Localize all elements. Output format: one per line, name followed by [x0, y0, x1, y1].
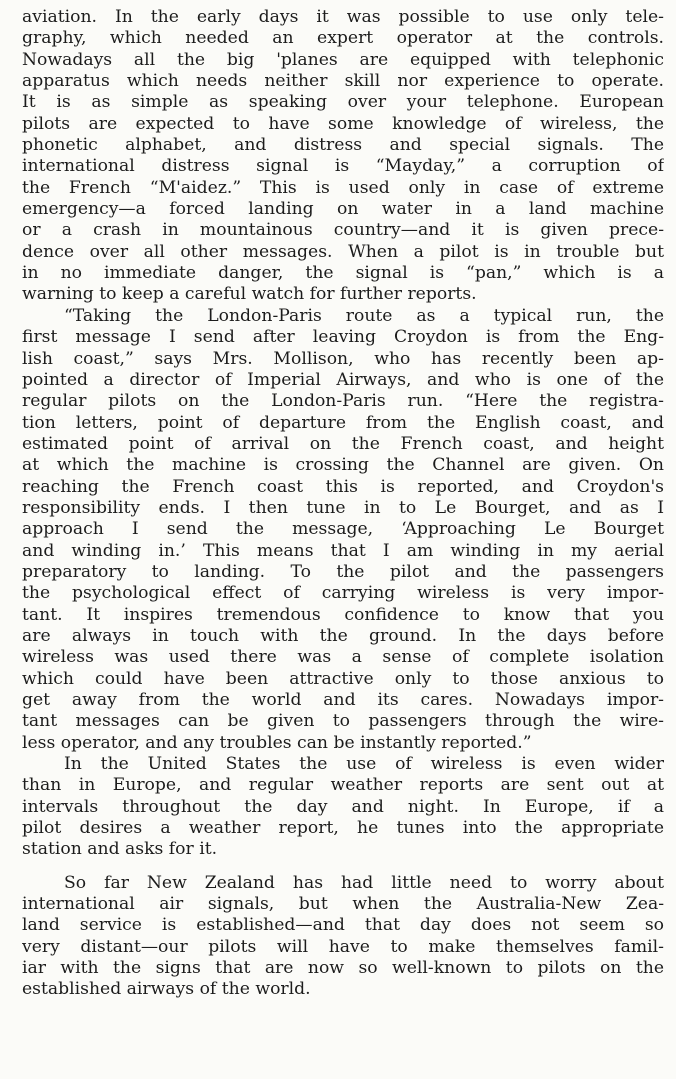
text-line: less operator, and any troubles can be instantly reported.”: [22, 732, 532, 753]
text-line: or a crash in mountainous country—and it is given prece-: [22, 220, 664, 241]
text-line: Nowadays all the big 'planes are equipped with telephonic: [22, 49, 664, 70]
text-line: apparatus which needs neither skill nor experience to operate.: [22, 71, 664, 92]
paragraph-united-states: [22, 754, 664, 861]
text-line: the psychological effect of carrying wireless is very impor-: [22, 583, 664, 604]
text-line: phonetic alphabet, and distress and special signals. The: [22, 135, 664, 156]
text-line: at which the machine is crossing the Channel are given. On: [22, 455, 664, 476]
text-line: get away from the world and its cares. Nowadays impor-: [22, 690, 664, 710]
text-line: emergency—a forced landing on water in a land machine: [22, 199, 664, 220]
text-line: graphy, which needed an expert operator at the controls.: [22, 28, 664, 49]
text-line: established airways of the world.: [22, 979, 311, 1000]
text-line: lish coast,” says Mrs. Mollison, who has recently been ap-: [22, 348, 664, 369]
text-line: preparatory to landing. To the pilot and the passengers: [22, 561, 664, 582]
text-line: estimated point of arrival on the French coast, and height: [22, 433, 664, 454]
text-line: intervals throughout the day and night. In Europe, if a: [22, 796, 664, 817]
text-line: tant. It inspires tremendous confidence to know that you: [22, 604, 664, 625]
article-text-column: [22, 7, 664, 1001]
text-line: warning to keep a careful watch for further reports.: [22, 284, 477, 305]
text-line: regular pilots on the London-Paris run. “Here the registra-: [22, 391, 664, 412]
text-line: and winding in.’ This means that I am winding in my aerial: [22, 540, 664, 561]
text-line: tant messages can be given to passengers through the wire-: [22, 711, 664, 732]
text-line: pilot desires a weather report, he tunes into the appropriate: [22, 818, 664, 839]
text-line: are always in touch with the ground. In the days before: [22, 625, 664, 646]
text-line: It is as simple as speaking over your telephone. European: [22, 92, 664, 113]
text-line: land service is established—and that day does not seem so: [22, 915, 664, 936]
text-line: tion letters, point of departure from the English coast, and: [22, 412, 664, 433]
text-line: international distress signal is “Mayday,” a corruption of: [22, 156, 664, 177]
text-line: in no immediate danger, the signal is “pan,” which is a: [22, 263, 664, 284]
text-line: responsibility ends. I then tune in to Le Bourget, and as I: [22, 497, 664, 518]
paragraph-mrs-mollison-quote: [22, 306, 664, 754]
text-line: very distant—our pilots will have to make themselves famil-: [22, 936, 664, 957]
text-line: wireless was used there was a sense of complete isolation: [22, 647, 664, 668]
text-line: international air signals, but when the Australia-New Zea-: [22, 894, 664, 915]
text-line: pilots are expected to have some knowledge of wireless, the: [22, 113, 664, 134]
text-line: first message I send after leaving Croydon is from the Eng-: [22, 327, 664, 348]
text-line: dence over all other messages. When a pilot is in trouble but: [22, 241, 664, 262]
text-line: aviation. In the early days it was possible to use only tele-: [22, 7, 664, 27]
text-line: pointed a director of Imperial Airways, and who is one of the: [22, 369, 664, 390]
text-line: the French “M'aidez.” This is used only in case of extreme: [22, 177, 664, 198]
text-line: “Taking the London-Paris route as a typical run, the: [64, 305, 664, 326]
text-line: than in Europe, and regular weather reports are sent out at: [22, 775, 664, 796]
text-line: So far New Zealand has had little need to worry about: [64, 872, 664, 893]
text-line: which could have been attractive only to those anxious to: [22, 668, 664, 689]
text-line: approach I send the message, ‘Approaching Le Bourget: [22, 519, 664, 540]
text-line: station and asks for it.: [22, 839, 218, 860]
text-line: iar with the signs that are now so well-known to pilots on the: [22, 958, 664, 979]
paragraph-new-zealand: [22, 873, 664, 1001]
text-line: In the United States the use of wireless is even wider: [64, 754, 664, 775]
paragraph-wireless-telephony: [22, 7, 664, 306]
text-line: reaching the French coast this is reported, and Croydon's: [22, 476, 664, 497]
